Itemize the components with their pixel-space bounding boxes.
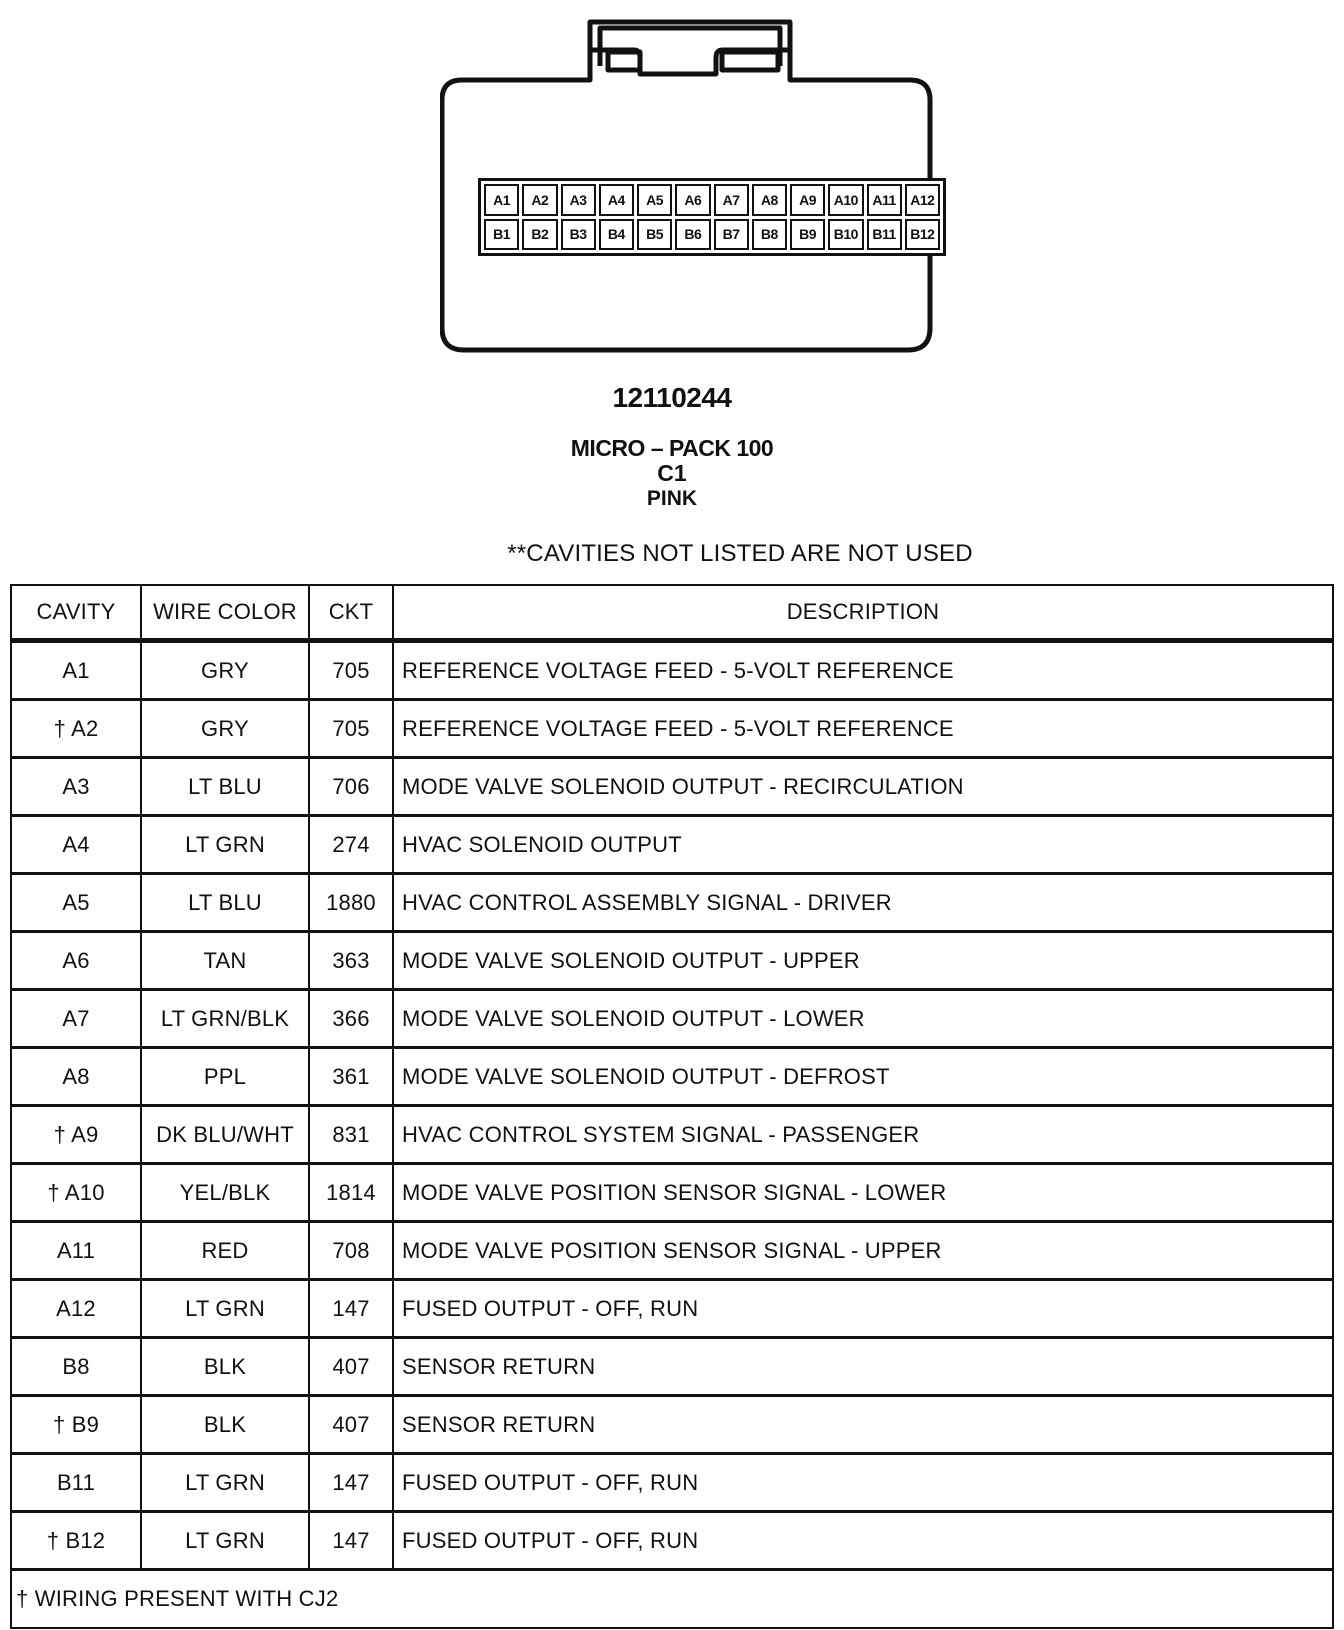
pin-label: A6 xyxy=(675,184,710,216)
cell-description: MODE VALVE POSITION SENSOR SIGNAL - UPPER xyxy=(393,1222,1333,1280)
cell-ckt: 147 xyxy=(309,1280,393,1338)
cell-wire-color: LT GRN xyxy=(141,1512,309,1570)
cell-cavity: A5 xyxy=(11,874,141,932)
cell-description: MODE VALVE POSITION SENSOR SIGNAL - LOWER xyxy=(393,1164,1333,1222)
pin-label: A5 xyxy=(637,184,672,216)
cell-ckt: 361 xyxy=(309,1048,393,1106)
cell-wire-color: RED xyxy=(141,1222,309,1280)
cell-cavity: A11 xyxy=(11,1222,141,1280)
table-header-row xyxy=(11,585,1333,641)
cell-cavity: † A9 xyxy=(11,1106,141,1164)
cell-description: SENSOR RETURN xyxy=(393,1338,1333,1396)
cell-description: SENSOR RETURN xyxy=(393,1396,1333,1454)
pin-label: B6 xyxy=(675,219,710,251)
table-row xyxy=(11,758,1333,816)
table-row xyxy=(11,1164,1333,1222)
cell-ckt: 274 xyxy=(309,816,393,874)
cell-wire-color: BLK xyxy=(141,1396,309,1454)
cell-cavity: A4 xyxy=(11,816,141,874)
cell-ckt: 407 xyxy=(309,1338,393,1396)
table-row xyxy=(11,1280,1333,1338)
cell-description: REFERENCE VOLTAGE FEED - 5-VOLT REFERENCE xyxy=(393,641,1333,700)
cell-description: HVAC CONTROL SYSTEM SIGNAL - PASSENGER xyxy=(393,1106,1333,1164)
pin-label: B5 xyxy=(637,219,672,251)
table-row xyxy=(11,1396,1333,1454)
pin-label: B11 xyxy=(867,219,902,251)
cell-ckt: 705 xyxy=(309,641,393,700)
header-ckt: CKT xyxy=(309,585,393,641)
cell-ckt: 706 xyxy=(309,758,393,816)
footer-row xyxy=(11,1570,1333,1629)
cell-ckt: 366 xyxy=(309,990,393,1048)
pin-label: A11 xyxy=(867,184,902,216)
pin-label: B8 xyxy=(752,219,787,251)
pin-label: B1 xyxy=(484,219,519,251)
pinout-table xyxy=(10,584,1334,1629)
cell-ckt: 831 xyxy=(309,1106,393,1164)
cell-cavity: † B12 xyxy=(11,1512,141,1570)
pin-label: A4 xyxy=(599,184,634,216)
connector-name: MICRO – PACK 100 xyxy=(570,435,774,461)
cell-wire-color: YEL/BLK xyxy=(141,1164,309,1222)
cell-ckt: 1814 xyxy=(309,1164,393,1222)
pin-label: A9 xyxy=(790,184,825,216)
pin-label: B4 xyxy=(599,219,634,251)
connector-id: C1 xyxy=(657,460,687,486)
connector-color: PINK xyxy=(646,487,698,510)
table-row xyxy=(11,1338,1333,1396)
cell-cavity: B8 xyxy=(11,1338,141,1396)
cell-wire-color: LT GRN xyxy=(141,1454,309,1512)
pin-label: A8 xyxy=(752,184,787,216)
header-cavity: CAVITY xyxy=(11,585,141,641)
table-row xyxy=(11,1106,1333,1164)
unused-cavities-note: **CAVITIES NOT LISTED ARE NOT USED xyxy=(507,540,973,567)
cell-description: MODE VALVE SOLENOID OUTPUT - LOWER xyxy=(393,990,1333,1048)
cell-description: MODE VALVE SOLENOID OUTPUT - UPPER xyxy=(393,932,1333,990)
part-number: 12110244 xyxy=(612,382,732,413)
table-row xyxy=(11,990,1333,1048)
table-row xyxy=(11,874,1333,932)
table-row xyxy=(11,641,1333,700)
pin-label: A7 xyxy=(714,184,749,216)
cell-cavity: A6 xyxy=(11,932,141,990)
cell-description: MODE VALVE SOLENOID OUTPUT - RECIRCULATION xyxy=(393,758,1333,816)
table-row xyxy=(11,700,1333,758)
table-row xyxy=(11,1512,1333,1570)
cell-ckt: 407 xyxy=(309,1396,393,1454)
pin-label: B12 xyxy=(905,219,940,251)
cell-cavity: A8 xyxy=(11,1048,141,1106)
cell-wire-color: BLK xyxy=(141,1338,309,1396)
cell-description: FUSED OUTPUT - OFF, RUN xyxy=(393,1280,1333,1338)
cell-cavity: † A10 xyxy=(11,1164,141,1222)
table-row xyxy=(11,816,1333,874)
cell-wire-color: GRY xyxy=(141,641,309,700)
cell-cavity: † A2 xyxy=(11,700,141,758)
cell-cavity: † B9 xyxy=(11,1396,141,1454)
pin-label: A1 xyxy=(484,184,519,216)
cell-description: FUSED OUTPUT - OFF, RUN xyxy=(393,1512,1333,1570)
cell-ckt: 708 xyxy=(309,1222,393,1280)
pin-label: A10 xyxy=(828,184,863,216)
cell-cavity: B11 xyxy=(11,1454,141,1512)
cell-ckt: 1880 xyxy=(309,874,393,932)
pin-label: A3 xyxy=(561,184,596,216)
table-row xyxy=(11,1222,1333,1280)
cell-wire-color: LT GRN xyxy=(141,1280,309,1338)
table-row xyxy=(11,1454,1333,1512)
cell-ckt: 705 xyxy=(309,700,393,758)
pin-label: A2 xyxy=(522,184,557,216)
table-row xyxy=(11,932,1333,990)
cell-ckt: 147 xyxy=(309,1512,393,1570)
footnote: † WIRING PRESENT WITH CJ2 xyxy=(11,1570,1333,1629)
cell-wire-color: LT BLU xyxy=(141,874,309,932)
cell-wire-color: GRY xyxy=(141,700,309,758)
header-description: DESCRIPTION xyxy=(393,585,1333,641)
table-row xyxy=(11,1048,1333,1106)
pin-label: B10 xyxy=(828,219,863,251)
pin-grid xyxy=(478,178,946,256)
pin-label: A12 xyxy=(905,184,940,216)
cell-wire-color: LT GRN xyxy=(141,816,309,874)
table-body xyxy=(11,641,1333,1570)
pin-label: B7 xyxy=(714,219,749,251)
cell-description: HVAC CONTROL ASSEMBLY SIGNAL - DRIVER xyxy=(393,874,1333,932)
cell-wire-color: LT BLU xyxy=(141,758,309,816)
cell-cavity: A12 xyxy=(11,1280,141,1338)
pin-label: B2 xyxy=(522,219,557,251)
cell-wire-color: LT GRN/BLK xyxy=(141,990,309,1048)
cell-ckt: 363 xyxy=(309,932,393,990)
cell-cavity: A3 xyxy=(11,758,141,816)
header-wire-color: WIRE COLOR xyxy=(141,585,309,641)
cell-description: FUSED OUTPUT - OFF, RUN xyxy=(393,1454,1333,1512)
cell-wire-color: TAN xyxy=(141,932,309,990)
cell-description: HVAC SOLENOID OUTPUT xyxy=(393,816,1333,874)
pin-label: B3 xyxy=(561,219,596,251)
cell-cavity: A1 xyxy=(11,641,141,700)
cell-description: REFERENCE VOLTAGE FEED - 5-VOLT REFERENCE xyxy=(393,700,1333,758)
pin-label: B9 xyxy=(790,219,825,251)
cell-ckt: 147 xyxy=(309,1454,393,1512)
cell-cavity: A7 xyxy=(11,990,141,1048)
cell-description: MODE VALVE SOLENOID OUTPUT - DEFROST xyxy=(393,1048,1333,1106)
cell-wire-color: PPL xyxy=(141,1048,309,1106)
cell-wire-color: DK BLU/WHT xyxy=(141,1106,309,1164)
